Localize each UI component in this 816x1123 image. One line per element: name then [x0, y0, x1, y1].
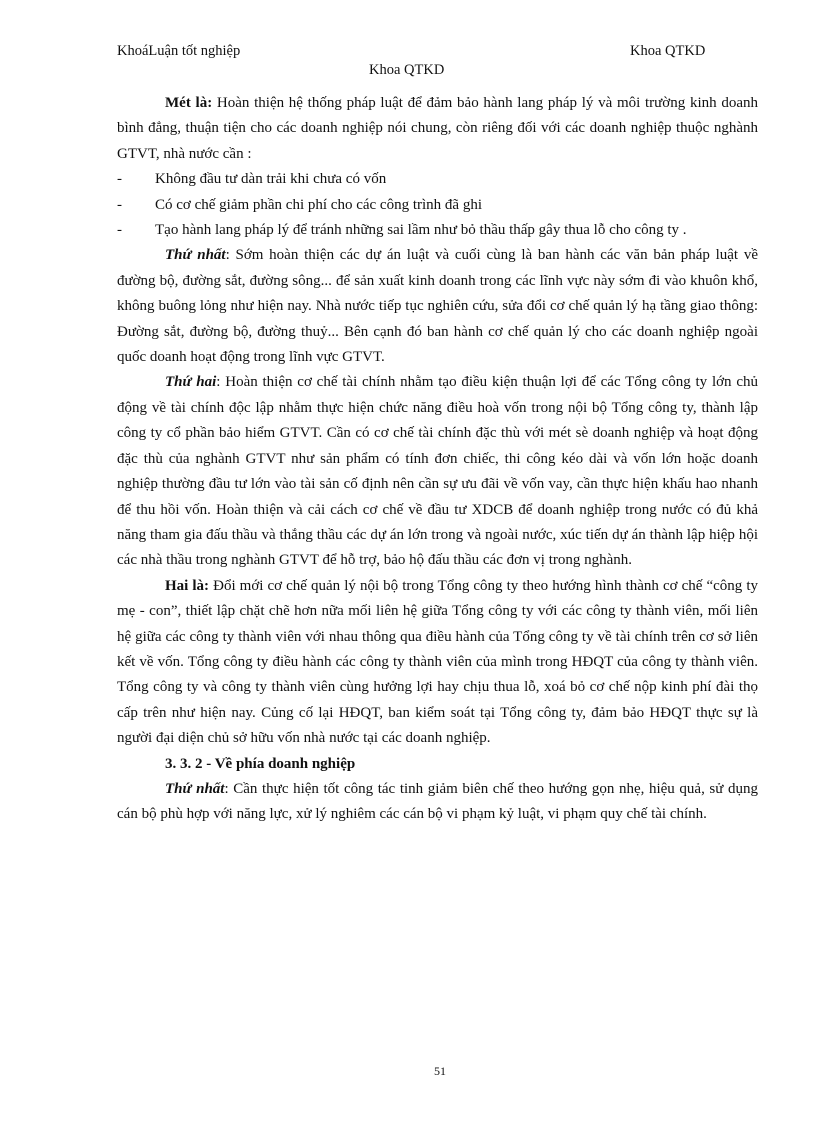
paragraph-1	[117, 91, 758, 167]
list-item	[117, 218, 758, 243]
paragraph-5-text: : Cần thực hiện tốt công tác tinh giảm biên chế theo hướng gọn nhẹ, hiệu quả, sử dụng cán bộ phù hợp với năng lực, xử lý nghiêm các cán bộ vi phạm kỷ luật, vi phạm quy chế tài chính.	[117, 780, 759, 823]
header-right: Khoa QTKD	[630, 43, 706, 59]
list-item-text: Có cơ chế giảm phần chi phí cho các công trình đã ghi	[155, 196, 482, 213]
list-item	[117, 167, 758, 192]
header-left: KhoáLuận tốt nghiệp	[117, 43, 241, 59]
paragraph-5	[117, 777, 758, 828]
paragraph-5-lead: Thứ nhất	[165, 780, 225, 797]
document-body	[117, 91, 758, 828]
dash-bullet: -	[117, 171, 122, 188]
paragraph-3-lead: Thứ hai	[165, 374, 217, 391]
dash-bullet: -	[117, 222, 122, 239]
paragraph-3	[117, 370, 758, 573]
paragraph-1-text: Hoàn thiện hệ thống pháp luật để đảm bảo hành lang pháp lý và môi trường kinh doanh bình đẳng, thuận tiện cho các doanh nghiệp nói chung, còn riêng đối với các doanh nghiệp thuộc nghành GTVT, nhà nước cần :	[117, 95, 758, 162]
bullet-list	[117, 167, 758, 243]
list-item	[117, 193, 758, 218]
list-item-text: Không đầu tư dàn trải khi chưa có vốn	[155, 171, 387, 188]
paragraph-1-lead: Mét là:	[165, 95, 213, 111]
header-center: Khoa QTKD	[369, 62, 445, 78]
paragraph-3-text: : Hoàn thiện cơ chế tài chính nhằm tạo điều kiện thuận lợi để các Tổng công ty lớn chủ động về tài chính độc lập nhằm thực hiện chức năng điều hoà vốn trong nội bộ Tổng công ty, thành lập công ty cổ phần bảo hiểm GTVT. Cần có cơ chế tài chính đặc thù với mét sè doanh nghiệp và hoạt động đặc thù của nghành GTVT như sản phẩm có tính đơn chiếc, thi công kéo dài và vốn lớn hoặc doanh nghiệp thường đầu tư lớn vào tài sản cố định nên cần sự ưu đãi về vốn vay, cần thực hiện khấu hao nhanh để thu hồi vốn. Hoàn thiện và cải cách cơ chế về đầu tư XDCB để doanh nghiệp trong nước có đủ khả năng tham gia đấu thầu và thắng thầu các dự án lớn trong và ngoài nước, xúc tiến dự án thành lập hiệp hội các nhà thầu trong nghành GTVT để hỗ trợ, bảo hộ đấu thầu các đơn vị trong nghành.	[117, 374, 758, 569]
dash-bullet: -	[117, 196, 122, 213]
paragraph-4-text: Đổi mới cơ chế quản lý nội bộ trong Tổng công ty theo hướng hình thành cơ chế “công ty mẹ - con”, thiết lập chặt chẽ hơn nữa mối liên hệ giữa Tổng công ty với các công ty thành viên, mối liên hệ giữa các công ty thành viên với nhau thông qua điều hành của Tổng công ty về tài chính trên cơ sở liên kết về vốn. Tổng công ty điều hành các công ty thành viên của mình trong HĐQT của công ty thành viên. Tổng công ty và công ty thành viên cùng hưởng lợi hay chịu thua lỗ, xoá bỏ cơ chế nộp kinh phí đài thọ cấp trên như hiện nay. Củng cố lại HĐQT, ban kiểm soát tại Tổng công ty, đảm bảo HĐQT thực sự là người đại diện chủ sở hữu vốn nhà nước tại các doanh nghiệp.	[117, 577, 759, 747]
paragraph-2-lead: Thứ nhất	[165, 247, 226, 264]
paragraph-4-lead: Hai là:	[165, 577, 210, 594]
paragraph-4	[117, 574, 758, 752]
page-number: 51	[434, 1064, 446, 1078]
paragraph-2	[117, 243, 758, 370]
list-item-text: Tạo hành lang pháp lý để tránh những sai lầm như bỏ thầu thấp gây thua lỗ cho công ty .	[155, 222, 687, 239]
section-heading: 3. 3. 2 - Về phía doanh nghiệp	[165, 755, 356, 772]
paragraph-2-text: : Sớm hoàn thiện các dự án luật và cuối cùng là ban hành các văn bản pháp luật về đường bộ, đường sắt, đường sông... để sản xuất kinh doanh trong các lĩnh vực này sớm đi vào khuôn khổ, không buông lỏng như hiện nay. Nhà nước tiếp tục nghiên cứu, sửa đổi cơ chế quản lý hạ tầng giao thông: Đường sắt, đường bộ, đường thuỷ... Bên cạnh đó ban hành cơ chế quản lý cho các doanh nghiệp ngoài quốc doanh hoạt động trong lĩnh vực GTVT.	[117, 247, 758, 366]
